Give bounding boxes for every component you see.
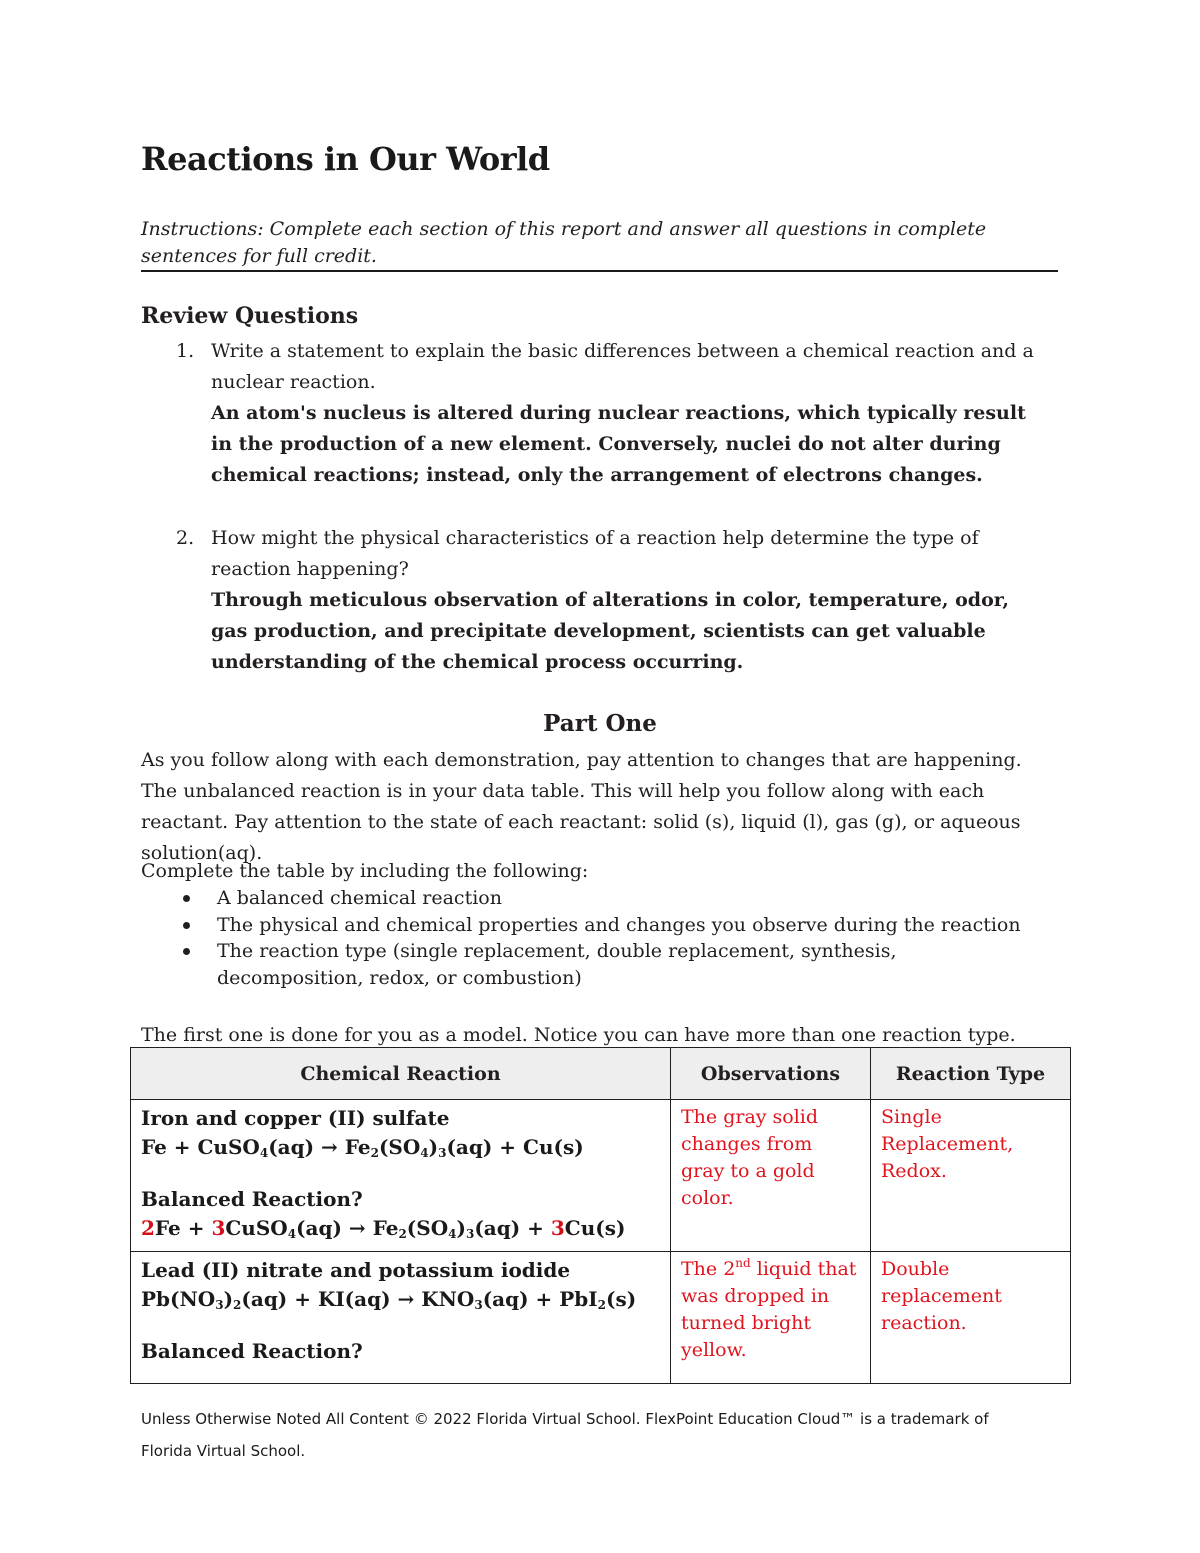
reaction-table bbox=[130, 1047, 1071, 1384]
unbalanced-equation: Fe + CuSO$_4$(aq) → $Fe_2(SO_4)_3(aq) + Cu(s)$ bbox=[141, 1135, 584, 1160]
table-row bbox=[131, 1252, 1071, 1384]
review-question-2 bbox=[140, 523, 1040, 678]
bullet-icon bbox=[183, 922, 190, 929]
observations-cell: The gray solid changes from gray to a gold color. bbox=[671, 1100, 871, 1252]
table-header-row bbox=[131, 1048, 1071, 1100]
balanced-reaction-label: Balanced Reaction? bbox=[141, 1187, 363, 1211]
part-one-intro: As you follow along with each demonstration, pay attention to changes that are happening. The unbalanced reaction is in your data table. This will help you follow along with each reactant. Pay attention to the state of each reactant: solid (s), liquid (l), gas (g), or aqueous solution(aq). bbox=[141, 749, 1022, 864]
balanced-reaction-label: Balanced Reaction? bbox=[141, 1339, 363, 1363]
chemical-reaction-cell bbox=[131, 1100, 671, 1252]
question-number: 2. bbox=[176, 527, 195, 549]
reaction-name: Lead (II) nitrate and potassium iodide bbox=[141, 1258, 571, 1282]
balanced-equation: 2Fe + 3CuSO$_4$(aq) → $Fe_2(SO_4)_3(aq) + 3Cu(s)$ bbox=[141, 1216, 626, 1241]
requirements-list bbox=[141, 885, 1041, 991]
list-item: The reaction type (single replacement, double replacement, synthesis, decomposition, redox, or combustion) bbox=[141, 938, 1041, 991]
complete-table-prompt: Complete the table by including the following: bbox=[141, 860, 589, 882]
reaction-type-cell: Double replacement reaction. bbox=[871, 1252, 1071, 1384]
unbalanced-equation: $Pb(NO_3)_2(aq) + KI(aq) \to KNO_3(aq) + PbI_2(s)$ bbox=[141, 1287, 637, 1312]
question-number: 1. bbox=[176, 340, 195, 362]
reaction-type-cell: Single Replacement, Redox. bbox=[871, 1100, 1071, 1252]
question-text: How might the physical characteristics of a reaction help determine the type of reaction happening? bbox=[211, 527, 979, 580]
chemical-reaction-cell bbox=[131, 1252, 671, 1384]
copyright-footer: Unless Otherwise Noted All Content © 2022 Florida Virtual School. FlexPoint Education Cloud™ is a trademark of Florida Virtual School. bbox=[141, 1410, 989, 1460]
header-divider bbox=[141, 270, 1058, 272]
instructions-text: Instructions: Complete each section of this report and answer all questions in complete sentences for full credit. bbox=[141, 218, 987, 267]
reaction-name: Iron and copper (II) sulfate bbox=[141, 1106, 450, 1130]
table-row bbox=[131, 1100, 1071, 1252]
bullet-icon bbox=[183, 948, 190, 955]
document-title: Reactions in Our World bbox=[141, 140, 550, 178]
header-chemical-reaction: Chemical Reaction bbox=[131, 1048, 671, 1100]
model-note: The first one is done for you as a model. Notice you can have more than one reaction type. bbox=[141, 1024, 1016, 1046]
answer-text: An atom's nucleus is altered during nuclear reactions, which typically result in the production of a new element. Conversely, nuclei do not alter during chemical reactions; instead, only the arrangement of electrons changes. bbox=[211, 402, 1026, 486]
part-one-heading: Part One bbox=[543, 710, 657, 737]
answer-text: Through meticulous observation of alterations in color, temperature, odor, gas production, and precipitate development, scientists can get valuable understanding of the chemical process occurring. bbox=[211, 589, 1010, 673]
review-question-1 bbox=[140, 336, 1040, 491]
observations-cell: The 2nd liquid that was dropped in turned bright yellow. bbox=[671, 1252, 871, 1384]
list-item: The physical and chemical properties and changes you observe during the reaction bbox=[141, 912, 1041, 939]
bullet-icon bbox=[183, 895, 190, 902]
list-item: A balanced chemical reaction bbox=[141, 885, 1041, 912]
question-text: Write a statement to explain the basic differences between a chemical reaction and a nuclear reaction. bbox=[211, 340, 1034, 393]
header-reaction-type: Reaction Type bbox=[871, 1048, 1071, 1100]
review-questions-heading: Review Questions bbox=[141, 303, 359, 329]
header-observations: Observations bbox=[671, 1048, 871, 1100]
